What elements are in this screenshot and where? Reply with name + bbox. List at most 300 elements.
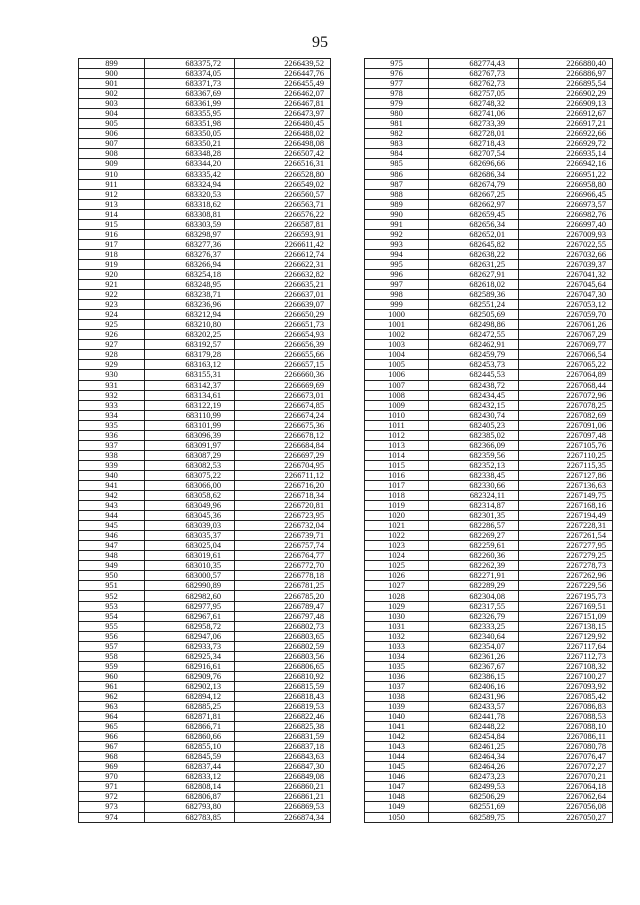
table-row: [79, 581, 331, 591]
y-coordinate-cell: 2266576,22: [235, 209, 331, 219]
y-coordinate-cell: 2267088,10: [519, 722, 613, 732]
x-coordinate-cell: 682498,86: [429, 320, 519, 330]
table-row: [365, 772, 613, 782]
y-coordinate-cell: 2266997,40: [519, 219, 613, 229]
y-coordinate-cell: 2267032,66: [519, 249, 613, 259]
y-coordinate-cell: 2267100,27: [519, 671, 613, 681]
point-number-cell: 999: [365, 300, 429, 310]
x-coordinate-cell: 682696,66: [429, 159, 519, 169]
x-coordinate-cell: 682330,66: [429, 480, 519, 490]
x-coordinate-cell: 682674,79: [429, 179, 519, 189]
table-row: [79, 139, 331, 149]
point-number-cell: 951: [79, 581, 145, 591]
y-coordinate-cell: 2267168,16: [519, 501, 613, 511]
x-coordinate-cell: 683254,18: [145, 269, 235, 279]
x-coordinate-cell: 682707,54: [429, 149, 519, 159]
table-row: [365, 681, 613, 691]
table-row: [365, 691, 613, 701]
table-row: [365, 722, 613, 732]
table-row: [79, 269, 331, 279]
y-coordinate-cell: 2266684,84: [235, 440, 331, 450]
x-coordinate-cell: 682774,43: [429, 59, 519, 69]
y-coordinate-cell: 2266958,80: [519, 179, 613, 189]
point-number-cell: 952: [79, 591, 145, 601]
table-row: [365, 621, 613, 631]
y-coordinate-cell: 2266611,42: [235, 239, 331, 249]
table-row: [79, 551, 331, 561]
x-coordinate-cell: 682885,25: [145, 702, 235, 712]
point-number-cell: 957: [79, 641, 145, 651]
table-row: [365, 390, 613, 400]
x-coordinate-cell: 682472,55: [429, 330, 519, 340]
table-row: [79, 159, 331, 169]
y-coordinate-cell: 2266467,81: [235, 99, 331, 109]
point-number-cell: 930: [79, 370, 145, 380]
x-coordinate-cell: 682453,73: [429, 360, 519, 370]
table-row: [79, 280, 331, 290]
x-coordinate-cell: 682317,55: [429, 601, 519, 611]
table-row: [79, 782, 331, 792]
x-coordinate-cell: 682808,14: [145, 782, 235, 792]
x-coordinate-cell: 683179,28: [145, 350, 235, 360]
y-coordinate-cell: 2266498,08: [235, 139, 331, 149]
y-coordinate-cell: 2267065,22: [519, 360, 613, 370]
table-row: [365, 641, 613, 651]
x-coordinate-cell: 682667,25: [429, 189, 519, 199]
x-coordinate-cell: 682741,06: [429, 109, 519, 119]
table-row: [79, 702, 331, 712]
point-number-cell: 1037: [365, 681, 429, 691]
y-coordinate-cell: 2266982,76: [519, 209, 613, 219]
point-number-cell: 915: [79, 219, 145, 229]
x-coordinate-cell: 683324,94: [145, 179, 235, 189]
y-coordinate-cell: 2266697,29: [235, 450, 331, 460]
point-number-cell: 958: [79, 651, 145, 661]
point-number-cell: 947: [79, 541, 145, 551]
point-number-cell: 907: [79, 139, 145, 149]
point-number-cell: 920: [79, 269, 145, 279]
point-number-cell: 964: [79, 712, 145, 722]
point-number-cell: 977: [365, 79, 429, 89]
y-coordinate-cell: 2267278,73: [519, 561, 613, 571]
x-coordinate-cell: 683303,59: [145, 219, 235, 229]
x-coordinate-cell: 682448,22: [429, 722, 519, 732]
point-number-cell: 1004: [365, 350, 429, 360]
table-row: [79, 621, 331, 631]
y-coordinate-cell: 2266843,63: [235, 752, 331, 762]
point-number-cell: 986: [365, 169, 429, 179]
table-row: [365, 199, 613, 209]
x-coordinate-cell: 683248,95: [145, 280, 235, 290]
y-coordinate-cell: 2266757,74: [235, 541, 331, 551]
point-number-cell: 1048: [365, 792, 429, 802]
y-coordinate-cell: 2267277,95: [519, 541, 613, 551]
x-coordinate-cell: 682925,34: [145, 651, 235, 661]
y-coordinate-cell: 2267088,53: [519, 712, 613, 722]
x-coordinate-cell: 683010,35: [145, 561, 235, 571]
y-coordinate-cell: 2267041,32: [519, 269, 613, 279]
point-number-cell: 1029: [365, 601, 429, 611]
y-coordinate-cell: 2266507,42: [235, 149, 331, 159]
y-coordinate-cell: 2267080,78: [519, 742, 613, 752]
table-row: [79, 310, 331, 320]
y-coordinate-cell: 2267228,31: [519, 521, 613, 531]
table-row: [365, 330, 613, 340]
table-row: [79, 199, 331, 209]
x-coordinate-cell: 683096,39: [145, 430, 235, 440]
y-coordinate-cell: 2266803,56: [235, 651, 331, 661]
table-row: [365, 320, 613, 330]
x-coordinate-cell: 683049,96: [145, 501, 235, 511]
y-coordinate-cell: 2266651,73: [235, 320, 331, 330]
table-row: [365, 631, 613, 641]
table-row: [79, 320, 331, 330]
y-coordinate-cell: 2267064,18: [519, 782, 613, 792]
table-row: [79, 521, 331, 531]
table-row: [79, 99, 331, 109]
x-coordinate-cell: 683075,22: [145, 470, 235, 480]
point-number-cell: 1007: [365, 380, 429, 390]
x-coordinate-cell: 683134,61: [145, 390, 235, 400]
table-row: [79, 732, 331, 742]
x-coordinate-cell: 682866,71: [145, 722, 235, 732]
y-coordinate-cell: 2266563,71: [235, 199, 331, 209]
point-number-cell: 945: [79, 521, 145, 531]
table-row: [365, 189, 613, 199]
x-coordinate-cell: 682656,34: [429, 219, 519, 229]
x-coordinate-cell: 683266,94: [145, 259, 235, 269]
point-number-cell: 955: [79, 621, 145, 631]
y-coordinate-cell: 2266622,31: [235, 259, 331, 269]
point-number-cell: 1009: [365, 400, 429, 410]
y-coordinate-cell: 2266593,91: [235, 229, 331, 239]
table-row: [365, 611, 613, 621]
y-coordinate-cell: 2266849,08: [235, 772, 331, 782]
x-coordinate-cell: 682505,69: [429, 310, 519, 320]
table-row: [79, 259, 331, 269]
point-number-cell: 933: [79, 400, 145, 410]
y-coordinate-cell: 2266822,46: [235, 712, 331, 722]
x-coordinate-cell: 682405,23: [429, 420, 519, 430]
y-coordinate-cell: 2266797,48: [235, 611, 331, 621]
point-number-cell: 1030: [365, 611, 429, 621]
point-number-cell: 968: [79, 752, 145, 762]
x-coordinate-cell: 683371,73: [145, 79, 235, 89]
point-number-cell: 1024: [365, 551, 429, 561]
y-coordinate-cell: 2266778,18: [235, 571, 331, 581]
point-number-cell: 987: [365, 179, 429, 189]
y-coordinate-cell: 2266632,82: [235, 269, 331, 279]
point-number-cell: 1010: [365, 410, 429, 420]
point-number-cell: 901: [79, 79, 145, 89]
table-row: [365, 410, 613, 420]
table-row: [365, 651, 613, 661]
x-coordinate-cell: 682909,76: [145, 671, 235, 681]
y-coordinate-cell: 2267059,70: [519, 310, 613, 320]
x-coordinate-cell: 682359,56: [429, 450, 519, 460]
point-number-cell: 928: [79, 350, 145, 360]
x-coordinate-cell: 683350,21: [145, 139, 235, 149]
y-coordinate-cell: 2267047,30: [519, 290, 613, 300]
y-coordinate-cell: 2267050,27: [519, 812, 613, 822]
table-row: [365, 601, 613, 611]
point-number-cell: 1039: [365, 702, 429, 712]
table-row: [365, 511, 613, 521]
x-coordinate-cell: 682757,05: [429, 89, 519, 99]
x-coordinate-cell: 682762,73: [429, 79, 519, 89]
y-coordinate-cell: 2266528,80: [235, 169, 331, 179]
point-number-cell: 939: [79, 460, 145, 470]
y-coordinate-cell: 2267068,44: [519, 380, 613, 390]
table-row: [365, 501, 613, 511]
table-row: [79, 772, 331, 782]
table-row: [365, 219, 613, 229]
x-coordinate-cell: 682982,60: [145, 591, 235, 601]
x-coordinate-cell: 682506,29: [429, 792, 519, 802]
point-number-cell: 940: [79, 470, 145, 480]
table-row: [365, 752, 613, 762]
point-number-cell: 963: [79, 702, 145, 712]
x-coordinate-cell: 683000,57: [145, 571, 235, 581]
y-coordinate-cell: 2266802,59: [235, 641, 331, 651]
y-coordinate-cell: 2267115,35: [519, 460, 613, 470]
point-number-cell: 1008: [365, 390, 429, 400]
x-coordinate-cell: 683320,53: [145, 189, 235, 199]
point-number-cell: 936: [79, 430, 145, 440]
y-coordinate-cell: 2266802,73: [235, 621, 331, 631]
y-coordinate-cell: 2266895,54: [519, 79, 613, 89]
point-number-cell: 980: [365, 109, 429, 119]
table-row: [79, 129, 331, 139]
x-coordinate-cell: 682361,26: [429, 651, 519, 661]
y-coordinate-cell: 2267229,56: [519, 581, 613, 591]
point-number-cell: 932: [79, 390, 145, 400]
table-row: [365, 671, 613, 681]
table-row: [365, 581, 613, 591]
point-number-cell: 1021: [365, 521, 429, 531]
y-coordinate-cell: 2266718,34: [235, 491, 331, 501]
x-coordinate-cell: 683163,12: [145, 360, 235, 370]
x-coordinate-cell: 682894,12: [145, 691, 235, 701]
y-coordinate-cell: 2266639,07: [235, 300, 331, 310]
point-number-cell: 938: [79, 450, 145, 460]
table-row: [79, 290, 331, 300]
table-row: [79, 611, 331, 621]
x-coordinate-cell: 682499,53: [429, 782, 519, 792]
point-number-cell: 924: [79, 310, 145, 320]
x-coordinate-cell: 682551,69: [429, 802, 519, 812]
table-row: [365, 521, 613, 531]
x-coordinate-cell: 682304,08: [429, 591, 519, 601]
y-coordinate-cell: 2267066,54: [519, 350, 613, 360]
point-number-cell: 941: [79, 480, 145, 490]
y-coordinate-cell: 2266657,15: [235, 360, 331, 370]
point-number-cell: 1019: [365, 501, 429, 511]
table-row: [365, 762, 613, 772]
point-number-cell: 954: [79, 611, 145, 621]
table-row: [79, 591, 331, 601]
table-row: [365, 712, 613, 722]
x-coordinate-cell: 682461,25: [429, 742, 519, 752]
table-row: [79, 722, 331, 732]
point-number-cell: 998: [365, 290, 429, 300]
point-number-cell: 1023: [365, 541, 429, 551]
x-coordinate-cell: 682551,24: [429, 300, 519, 310]
table-row: [365, 59, 613, 69]
y-coordinate-cell: 2267108,32: [519, 661, 613, 671]
point-number-cell: 922: [79, 290, 145, 300]
table-row: [365, 249, 613, 259]
point-number-cell: 975: [365, 59, 429, 69]
x-coordinate-cell: 683192,57: [145, 340, 235, 350]
point-number-cell: 919: [79, 259, 145, 269]
table-row: [79, 671, 331, 681]
table-row: [365, 129, 613, 139]
point-number-cell: 966: [79, 732, 145, 742]
table-row: [365, 139, 613, 149]
y-coordinate-cell: 2266674,85: [235, 400, 331, 410]
y-coordinate-cell: 2267076,47: [519, 752, 613, 762]
table-row: [365, 802, 613, 812]
y-coordinate-cell: 2266837,18: [235, 742, 331, 752]
point-number-cell: 908: [79, 149, 145, 159]
table-row: [79, 430, 331, 440]
table-row: [79, 440, 331, 450]
y-coordinate-cell: 2267138,15: [519, 621, 613, 631]
y-coordinate-cell: 2266654,93: [235, 330, 331, 340]
x-coordinate-cell: 682340,64: [429, 631, 519, 641]
table-row: [79, 792, 331, 802]
x-coordinate-cell: 682837,44: [145, 762, 235, 772]
y-coordinate-cell: 2266587,81: [235, 219, 331, 229]
y-coordinate-cell: 2267022,55: [519, 239, 613, 249]
table-row: [79, 59, 331, 69]
x-coordinate-cell: 682259,61: [429, 541, 519, 551]
point-number-cell: 983: [365, 139, 429, 149]
y-coordinate-cell: 2266674,24: [235, 410, 331, 420]
point-number-cell: 950: [79, 571, 145, 581]
y-coordinate-cell: 2266806,65: [235, 661, 331, 671]
x-coordinate-cell: 682618,02: [429, 280, 519, 290]
x-coordinate-cell: 682589,36: [429, 290, 519, 300]
x-coordinate-cell: 683367,69: [145, 89, 235, 99]
x-coordinate-cell: 682271,91: [429, 571, 519, 581]
x-coordinate-cell: 682406,16: [429, 681, 519, 691]
y-coordinate-cell: 2267067,29: [519, 330, 613, 340]
table-row: [79, 239, 331, 249]
point-number-cell: 1017: [365, 480, 429, 490]
y-coordinate-cell: 2266886,97: [519, 69, 613, 79]
x-coordinate-cell: 682326,79: [429, 611, 519, 621]
x-coordinate-cell: 682718,43: [429, 139, 519, 149]
y-coordinate-cell: 2267069,77: [519, 340, 613, 350]
x-coordinate-cell: 683039,03: [145, 521, 235, 531]
y-coordinate-cell: 2266720,81: [235, 501, 331, 511]
x-coordinate-cell: 682286,57: [429, 521, 519, 531]
y-coordinate-cell: 2266678,12: [235, 430, 331, 440]
y-coordinate-cell: 2267009,93: [519, 229, 613, 239]
point-number-cell: 988: [365, 189, 429, 199]
x-coordinate-cell: 682445,53: [429, 370, 519, 380]
point-number-cell: 981: [365, 119, 429, 129]
point-number-cell: 1020: [365, 511, 429, 521]
table-row: [365, 661, 613, 671]
y-coordinate-cell: 2266874,34: [235, 812, 331, 822]
y-coordinate-cell: 2266650,29: [235, 310, 331, 320]
y-coordinate-cell: 2266803,65: [235, 631, 331, 641]
table-row: [79, 480, 331, 490]
x-coordinate-cell: 682806,87: [145, 792, 235, 802]
point-number-cell: 1049: [365, 802, 429, 812]
y-coordinate-cell: 2267136,63: [519, 480, 613, 490]
point-number-cell: 899: [79, 59, 145, 69]
table-row: [79, 360, 331, 370]
point-number-cell: 984: [365, 149, 429, 159]
table-row: [365, 571, 613, 581]
table-row: [365, 380, 613, 390]
point-number-cell: 960: [79, 671, 145, 681]
y-coordinate-cell: 2266462,07: [235, 89, 331, 99]
y-coordinate-cell: 2266869,53: [235, 802, 331, 812]
x-coordinate-cell: 682833,12: [145, 772, 235, 782]
y-coordinate-cell: 2266861,21: [235, 792, 331, 802]
x-coordinate-cell: 682783,85: [145, 812, 235, 822]
point-number-cell: 911: [79, 179, 145, 189]
y-coordinate-cell: 2266772,70: [235, 561, 331, 571]
y-coordinate-cell: 2267149,75: [519, 491, 613, 501]
point-number-cell: 1005: [365, 360, 429, 370]
y-coordinate-cell: 2267085,42: [519, 691, 613, 701]
y-coordinate-cell: 2266951,22: [519, 169, 613, 179]
x-coordinate-cell: 682430,74: [429, 410, 519, 420]
y-coordinate-cell: 2266764,77: [235, 551, 331, 561]
point-number-cell: 1044: [365, 752, 429, 762]
point-number-cell: 949: [79, 561, 145, 571]
y-coordinate-cell: 2266973,57: [519, 199, 613, 209]
y-coordinate-cell: 2267062,64: [519, 792, 613, 802]
point-number-cell: 1047: [365, 782, 429, 792]
x-coordinate-cell: 682733,39: [429, 119, 519, 129]
point-number-cell: 926: [79, 330, 145, 340]
table-row: [79, 531, 331, 541]
x-coordinate-cell: 682990,89: [145, 581, 235, 591]
table-row: [79, 491, 331, 501]
table-row: [79, 300, 331, 310]
point-number-cell: 912: [79, 189, 145, 199]
point-number-cell: 996: [365, 269, 429, 279]
y-coordinate-cell: 2267086,83: [519, 702, 613, 712]
table-row: [365, 732, 613, 742]
x-coordinate-cell: 683308,81: [145, 209, 235, 219]
y-coordinate-cell: 2266818,43: [235, 691, 331, 701]
y-coordinate-cell: 2267262,96: [519, 571, 613, 581]
y-coordinate-cell: 2266942,16: [519, 159, 613, 169]
y-coordinate-cell: 2266880,40: [519, 59, 613, 69]
table-row: [365, 159, 613, 169]
table-row: [365, 792, 613, 802]
point-number-cell: 956: [79, 631, 145, 641]
table-row: [365, 89, 613, 99]
table-row: [365, 360, 613, 370]
table-row: [79, 460, 331, 470]
y-coordinate-cell: 2267064,89: [519, 370, 613, 380]
point-number-cell: 1003: [365, 340, 429, 350]
x-coordinate-cell: 682464,34: [429, 752, 519, 762]
x-coordinate-cell: 682352,13: [429, 460, 519, 470]
point-number-cell: 913: [79, 199, 145, 209]
x-coordinate-cell: 682433,57: [429, 702, 519, 712]
table-row: [365, 119, 613, 129]
